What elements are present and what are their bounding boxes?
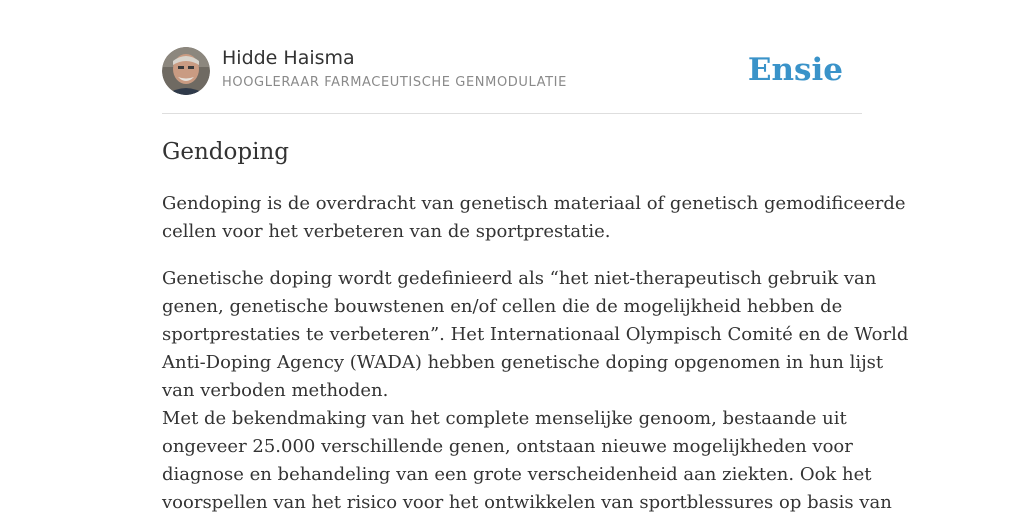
text-line: diagnose en behandeling van een grote verscheidenheid aan ziekten. Ook het [162, 464, 872, 485]
author-header [162, 0, 862, 114]
text-line: Met de bekendmaking van het complete menselijke genoom, bestaande uit [162, 408, 847, 429]
ensie-logo[interactable]: Ensie [747, 52, 843, 88]
text-line: Genetische doping wordt gedefinieerd als “het niet-therapeutisch gebruik van [162, 268, 877, 289]
text-line: sportprestaties te verbeteren”. Het Internationaal Olympisch Comité en de World [162, 324, 909, 345]
entry-body [162, 190, 909, 512]
text-line: voorspellen van het risico voor het ontwikkelen van sportblessures op basis van [162, 492, 892, 512]
text-line: Gendoping is de overdracht van genetisch materiaal of genetisch gemodificeerde [162, 193, 906, 214]
paragraph-1 [162, 190, 906, 246]
text-line: ongeveer 25.000 verschillende genen, ontstaan nieuwe mogelijkheden voor [162, 436, 853, 457]
avatar-photo-icon [162, 47, 210, 95]
paragraph-2 [162, 265, 909, 512]
author-name[interactable]: Hidde Haisma [222, 47, 355, 69]
author-role: HOOGLERAAR FARMACEUTISCHE GENMODULATIE [222, 75, 567, 90]
text-line: Anti-Doping Agency (WADA) hebben genetische doping opgenomen in hun lijst [162, 352, 884, 373]
text-line: genen, genetische bouwstenen en/of cellen die de mogelijkheid hebben de [162, 296, 843, 317]
content-column [162, 0, 909, 512]
entry-title: Gendoping [162, 139, 289, 165]
author-avatar[interactable] [162, 47, 210, 95]
text-line: van verboden methoden. [162, 380, 389, 401]
text-line: cellen voor het verbeteren van de sportprestatie. [162, 221, 611, 242]
